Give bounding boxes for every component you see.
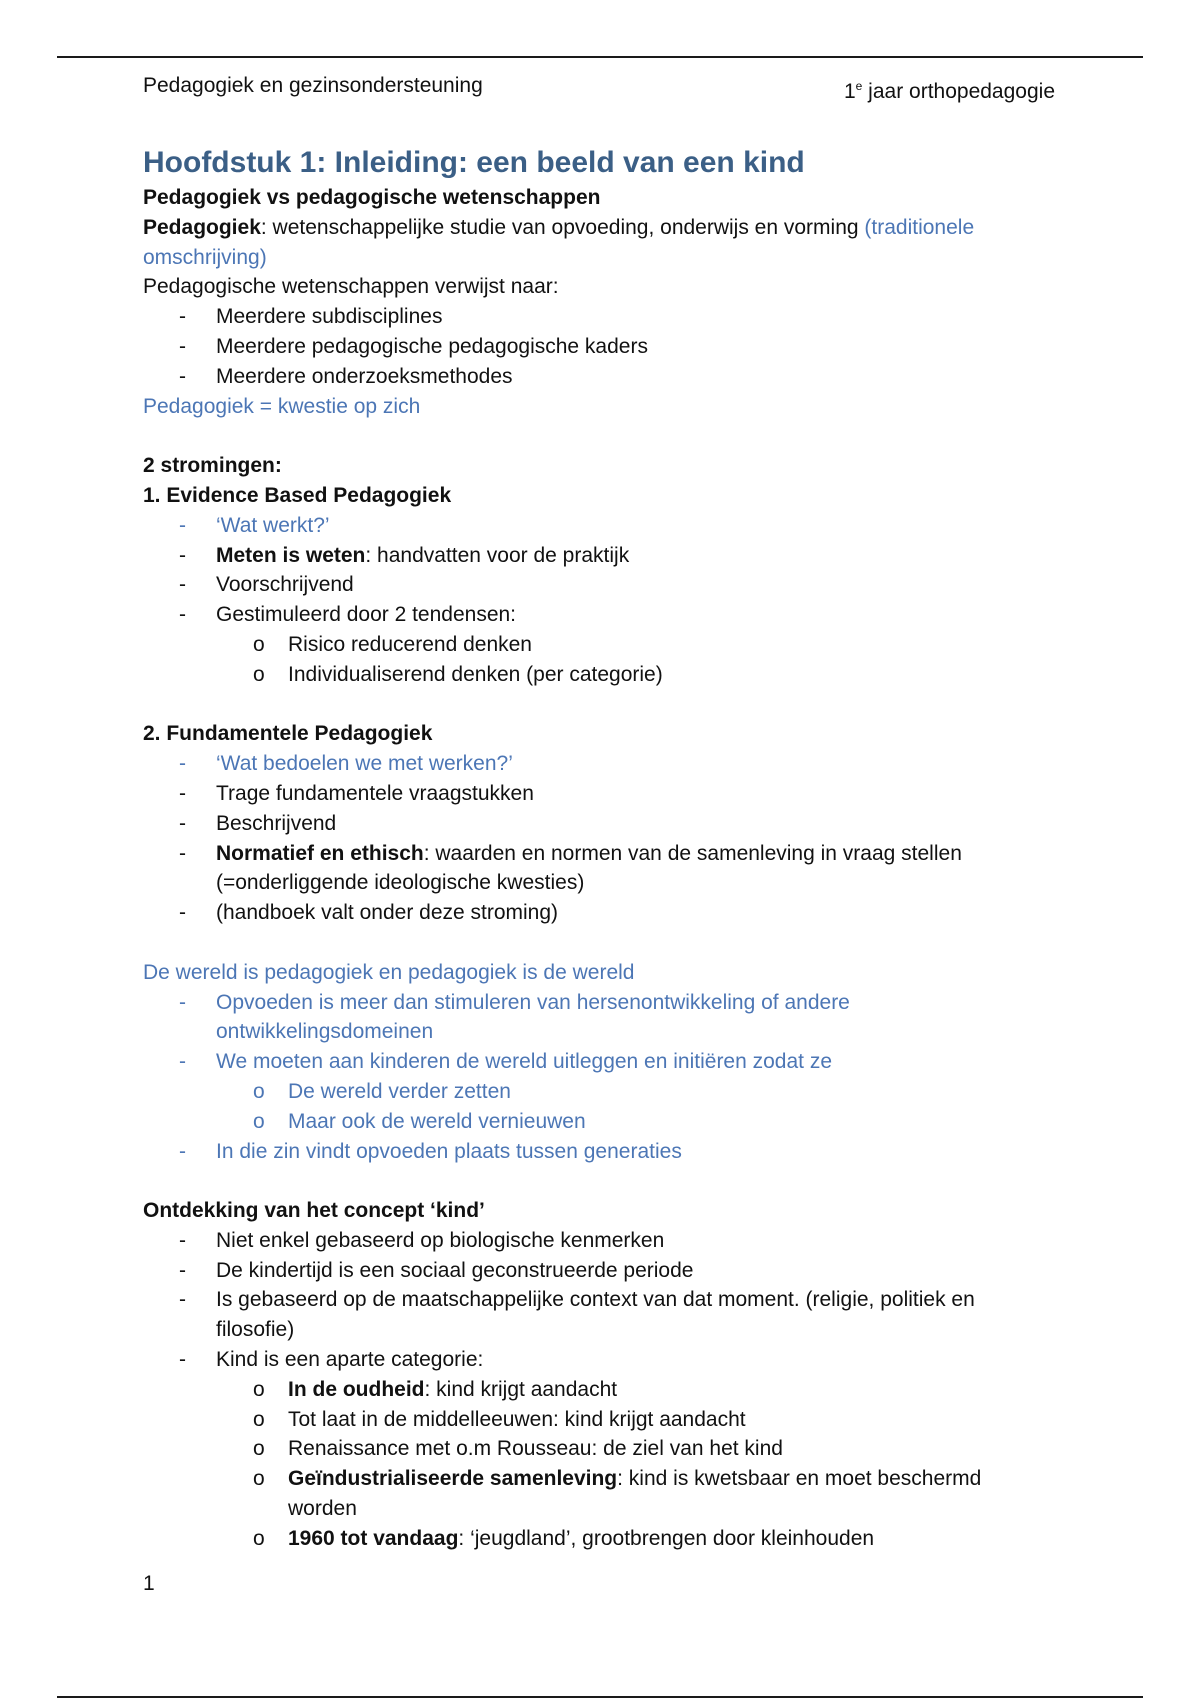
dash-marker: - [179,543,186,567]
list-item-text: : handvatten voor de praktijk [365,543,630,567]
list-item [143,362,1055,392]
list-item [143,541,1055,571]
def-note: (traditionele omschrijving) [143,215,975,269]
list-item-text: ‘Wat werkt?’ [216,513,330,537]
list-item-text: De wereld verder zetten [288,1079,511,1103]
dash-marker: - [179,513,186,537]
dash-marker: - [179,334,186,358]
sub-list-item [143,630,1055,660]
list-item-text: (handboek valt onder deze stroming) [216,901,559,925]
dash-marker: - [179,990,186,1014]
sub-list-item [143,1077,1055,1107]
page-header [143,72,1055,106]
dash-marker: - [179,573,186,597]
dash-marker: - [179,305,186,329]
circle-marker: o [253,632,265,656]
list-item-text: Kind is een aparte categorie: [216,1348,484,1372]
circle-marker: o [253,1109,265,1133]
list-item-text: Trage fundamentele vraagstukken [216,781,534,805]
sub-list-item [143,1464,1055,1524]
pedagogiek-note: Pedagogiek = kwestie op zich [143,394,421,418]
wetenschappen-list [143,302,1055,391]
dash-marker: - [179,752,186,776]
list-item-text: Voorschrijvend [216,573,354,597]
list-item [143,332,1055,362]
dash-marker: - [179,1228,186,1252]
bottom-rule [57,1696,1143,1698]
list-item-text: Meerdere pedagogische pedagogische kaders [216,334,648,358]
circle-marker: o [253,662,265,686]
list-item-text: Beschrijvend [216,811,337,835]
list-item-text: De kindertijd is een sociaal geconstrueerde periode [216,1258,694,1282]
list-item-text: Tot laat in de middelleeuwen: kind krijgt aandacht [288,1407,746,1431]
chapter-title: Hoofdstuk 1: Inleiding: een beeld van een kind [143,146,805,179]
list-item-term: Meten is weten [216,543,366,567]
circle-marker: o [253,1079,265,1103]
top-rule [57,56,1143,58]
list-item-text: : kind is kwetsbaar en moet beschermd worden [288,1467,982,1521]
circle-marker: o [253,1407,265,1431]
circle-marker: o [253,1467,265,1491]
wereld-heading: De wereld is pedagogiek en pedagogiek is de wereld [143,960,635,984]
list-item-text: Niet enkel gebaseerd op biologische kenmerken [216,1228,665,1252]
list-item-text: ‘Wat bedoelen we met werken?’ [216,752,513,776]
list-item [143,809,1055,839]
dash-marker: - [179,1050,186,1074]
list-item-term: 1960 tot vandaag [288,1526,459,1550]
list-item [143,1226,1055,1256]
sub-list-item [143,1434,1055,1464]
header-year-rest: jaar orthopedagogie [862,80,1055,103]
dash-marker: - [179,1139,186,1163]
list-item [143,302,1055,332]
list-item-text: We moeten aan kinderen de wereld uitleggen en initiëren zodat ze [216,1050,833,1074]
circle-marker: o [253,1377,265,1401]
ebp-list [143,511,1055,690]
sub-list-item [143,1375,1055,1405]
list-item [143,1256,1055,1286]
wetenschappen-intro: Pedagogische wetenschappen verwijst naar: [143,275,559,299]
header-year [844,72,1055,106]
dash-marker: - [179,901,186,925]
dash-marker: - [179,841,186,865]
list-item-text: Meerdere subdisciplines [216,305,443,329]
list-item [143,1285,1055,1345]
wereld-list [143,988,1055,1167]
kind-heading: Ontdekking van het concept ‘kind’ [143,1199,485,1223]
list-item-text: : ‘jeugdland’, grootbrengen door kleinhouden [458,1526,875,1550]
header-year-sup: e [855,79,863,93]
ebp-heading: 1. Evidence Based Pedagogiek [143,483,452,507]
list-item-text: Is gebaseerd op de maatschappelijke context van dat moment. (religie, politiek en filosofie) [216,1288,975,1342]
kind-list [143,1226,1055,1554]
list-item-text: Renaissance met o.m Rousseau: de ziel van het kind [288,1437,783,1461]
header-year-num: 1 [843,80,856,103]
dash-marker: - [179,603,186,627]
list-item [143,1137,1055,1167]
list-item-text: Opvoeden is meer dan stimuleren van hersenontwikkeling of andere ontwikkelingsdomeinen [216,990,850,1044]
sub-list-item [143,660,1055,690]
list-item [143,839,1055,899]
list-item-term: In de oudheid [288,1377,425,1401]
list-item-text: Maar ook de wereld vernieuwen [288,1109,586,1133]
page-number: 1 [143,1572,155,1595]
fp-list [143,749,1055,928]
list-item-text: Meerdere onderzoeksmethodes [216,364,513,388]
stromingen-heading: 2 stromingen: [143,454,282,478]
circle-marker: o [253,1437,265,1461]
list-item-text: In die zin vindt opvoeden plaats tussen generaties [216,1139,682,1163]
def-text: : wetenschappelijke studie van opvoeding, onderwijs en vorming [260,215,865,239]
list-item-text: Risico reducerend denken [288,632,532,656]
list-item [143,1345,1055,1375]
circle-marker: o [253,1526,265,1550]
list-item [143,1047,1055,1077]
fp-heading: 2. Fundamentele Pedagogiek [143,722,433,746]
sub-list-item [143,1405,1055,1435]
dash-marker: - [179,1348,186,1372]
sub-list-item [143,1107,1055,1137]
list-item [143,749,1055,779]
list-item-term: Normatief en ethisch [216,841,424,865]
document-body [143,143,1055,1554]
list-item [143,779,1055,809]
dash-marker: - [179,1258,186,1282]
list-item [143,511,1055,541]
list-item-term: Geïndustrialiseerde samenleving [288,1467,618,1491]
list-item-text: : waarden en normen van de samenleving in vraag stellen (=onderliggende ideologische kwesties) [216,841,962,895]
list-item-text: : kind krijgt aandacht [424,1377,618,1401]
dash-marker: - [179,364,186,388]
sub-list-item [143,1524,1055,1554]
list-item [143,600,1055,630]
header-course: Pedagogiek en gezinsondersteuning [143,74,483,97]
list-item [143,988,1055,1048]
list-item-text: Gestimuleerd door 2 tendensen: [216,603,517,627]
section-heading-pedagogiek: Pedagogiek vs pedagogische wetenschappen [143,186,601,209]
list-item [143,570,1055,600]
def-term: Pedagogiek [143,215,261,239]
dash-marker: - [179,1288,186,1312]
list-item [143,898,1055,928]
dash-marker: - [179,811,186,835]
pedagogiek-definition [143,213,1055,273]
list-item-text: Individualiserend denken (per categorie) [288,662,663,686]
dash-marker: - [179,781,186,805]
